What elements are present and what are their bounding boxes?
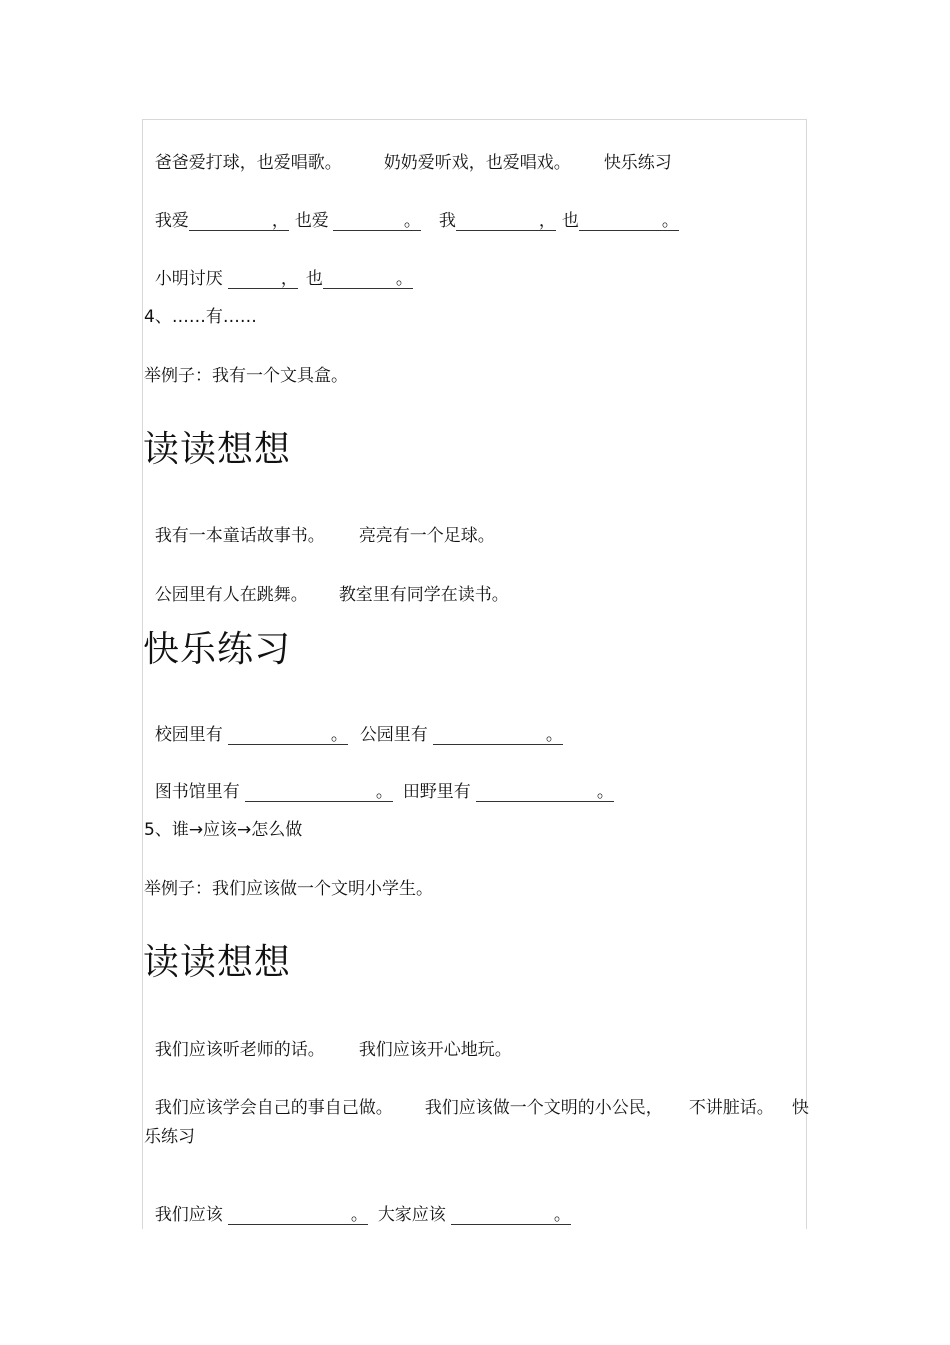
section-label-part: 快 (791, 1098, 809, 1118)
practice-line-2 (144, 249, 413, 289)
section-heading-read-2: 读读想想 (143, 942, 292, 983)
fill-blank[interactable]: 。 (228, 1207, 368, 1225)
fill-blank[interactable]: 。 (245, 784, 393, 802)
fill-blank[interactable]: ， (456, 213, 556, 231)
example-sentence: 爸爸爱打球，也爱唱歌。 (154, 153, 342, 173)
prompt-text: 我 (438, 211, 456, 231)
pattern-title-5: 5、谁→应该→怎么做 (144, 820, 303, 840)
section-label: 快乐练习 (603, 153, 672, 173)
prompt-text: 大家应该 (377, 1205, 446, 1225)
prompt-text: 田野里有 (402, 782, 471, 802)
prompt-text: 图书馆里有 (154, 782, 240, 802)
reading-sentence: 我们应该做一个文明的小公民， (424, 1098, 663, 1118)
fill-blank[interactable]: 。 (451, 1207, 571, 1225)
prompt-text: 我爱 (154, 211, 189, 231)
fill-blank[interactable]: 。 (433, 727, 563, 745)
fill-blank[interactable]: 。 (476, 784, 614, 802)
prompt-text: 公园里有 (359, 725, 428, 745)
reading-sentence: 我有一本童话故事书。 (154, 526, 325, 546)
example-line-1 (144, 133, 672, 173)
prompt-text: 我们应该 (154, 1205, 223, 1225)
reading-sentence: 我们应该开心地玩。 (358, 1040, 512, 1060)
example-line-2: 举例子：我有一个文具盒。 (144, 366, 348, 386)
practice-line-4 (144, 762, 614, 802)
section-heading-practice: 快乐练习 (143, 629, 292, 670)
reading-sentence: 公园里有人在跳舞。 (154, 585, 308, 605)
fill-blank[interactable]: ， (189, 213, 289, 231)
reading-line-3 (144, 1020, 512, 1060)
practice-line-5 (144, 1185, 571, 1225)
reading-sentence: 教室里有同学在读书。 (338, 585, 509, 605)
fill-blank[interactable]: 。 (323, 271, 413, 289)
reading-line-4 (144, 1078, 809, 1118)
reading-line-2 (144, 565, 509, 605)
practice-line-3 (144, 705, 563, 745)
fill-blank[interactable]: 。 (228, 727, 348, 745)
reading-sentence: 不讲脏话。 (688, 1098, 774, 1118)
prompt-text: 也 (561, 211, 579, 231)
prompt-text: 也 (305, 269, 323, 289)
practice-line-1 (144, 191, 679, 231)
reading-line-1 (144, 506, 495, 546)
pattern-title-4: 4、……有…… (144, 307, 257, 327)
section-label-continued: 乐练习 (144, 1127, 195, 1147)
reading-sentence: 我们应该听老师的话。 (154, 1040, 325, 1060)
fill-blank[interactable]: 。 (333, 213, 421, 231)
fill-blank[interactable]: ， (228, 271, 298, 289)
reading-sentence: 亮亮有一个足球。 (358, 526, 495, 546)
reading-sentence: 我们应该学会自己的事自己做。 (154, 1098, 393, 1118)
fill-blank[interactable]: 。 (579, 213, 679, 231)
prompt-text: 校园里有 (154, 725, 223, 745)
example-line-3: 举例子：我们应该做一个文明小学生。 (144, 879, 433, 899)
prompt-text: 也爱 (294, 211, 329, 231)
prompt-text: 小明讨厌 (154, 269, 223, 289)
section-heading-read: 读读想想 (143, 429, 292, 470)
example-sentence: 奶奶爱听戏，也爱唱戏。 (383, 153, 571, 173)
